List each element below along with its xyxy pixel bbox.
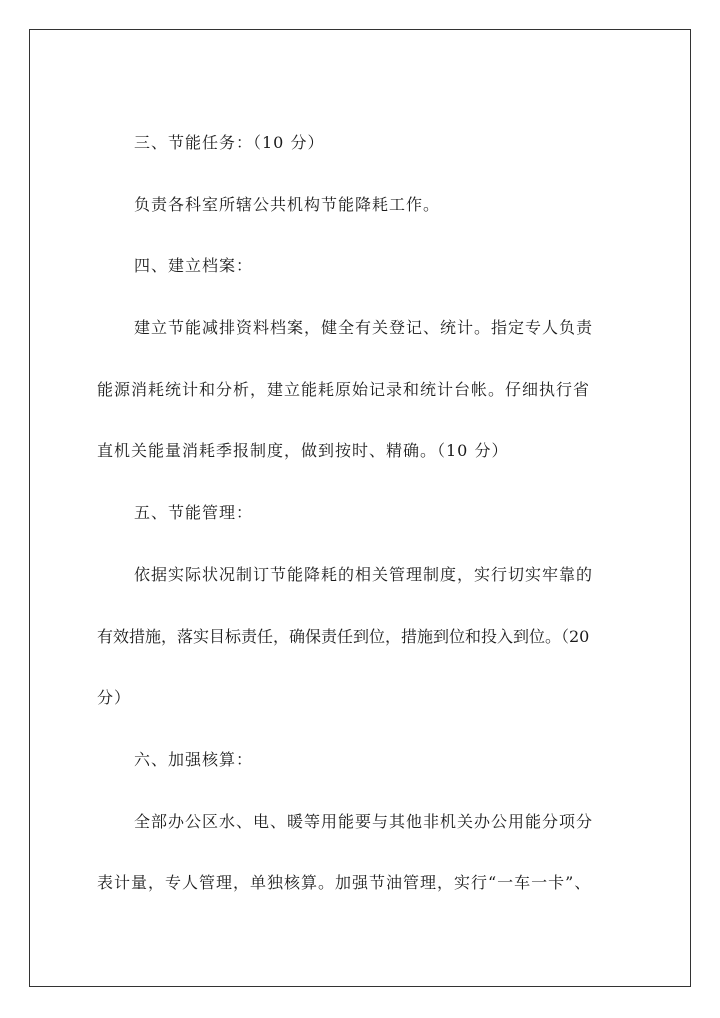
paragraph-line: 依据实际状况制订节能降耗的相关管理制度，实行切实牢靠的	[134, 565, 594, 584]
heading-strengthen-accounting: 六、加强核算：	[134, 750, 254, 769]
paragraph-line: 负责各科室所辖公共机构节能降耗工作。	[134, 195, 441, 214]
heading-energy-task: 三、节能任务：（10 分）	[134, 133, 325, 152]
paragraph-line: 全部办公区水、电、暖等用能要与其他非机关办公用能分项分	[134, 812, 594, 831]
paragraph-line: 分）	[97, 688, 132, 707]
page-border	[29, 29, 691, 987]
paragraph-line: 表计量，专人管理，单独核算。加强节油管理，实行“一车一卡”、	[97, 873, 592, 892]
paragraph-line: 直机关能量消耗季报制度，做到按时、精确。（10 分）	[97, 441, 509, 460]
paragraph-line: 能源消耗统计和分析，建立能耗原始记录和统计台帐。仔细执行省	[97, 380, 591, 399]
paragraph-line: 有效措施，落实目标责任，确保责任到位，措施到位和投入到位。（20	[97, 627, 590, 646]
paragraph-line: 建立节能减排资料档案，健全有关登记、统计。指定专人负责	[134, 318, 594, 337]
heading-build-archive: 四、建立档案：	[134, 256, 254, 275]
heading-energy-management: 五、节能管理：	[134, 503, 254, 522]
